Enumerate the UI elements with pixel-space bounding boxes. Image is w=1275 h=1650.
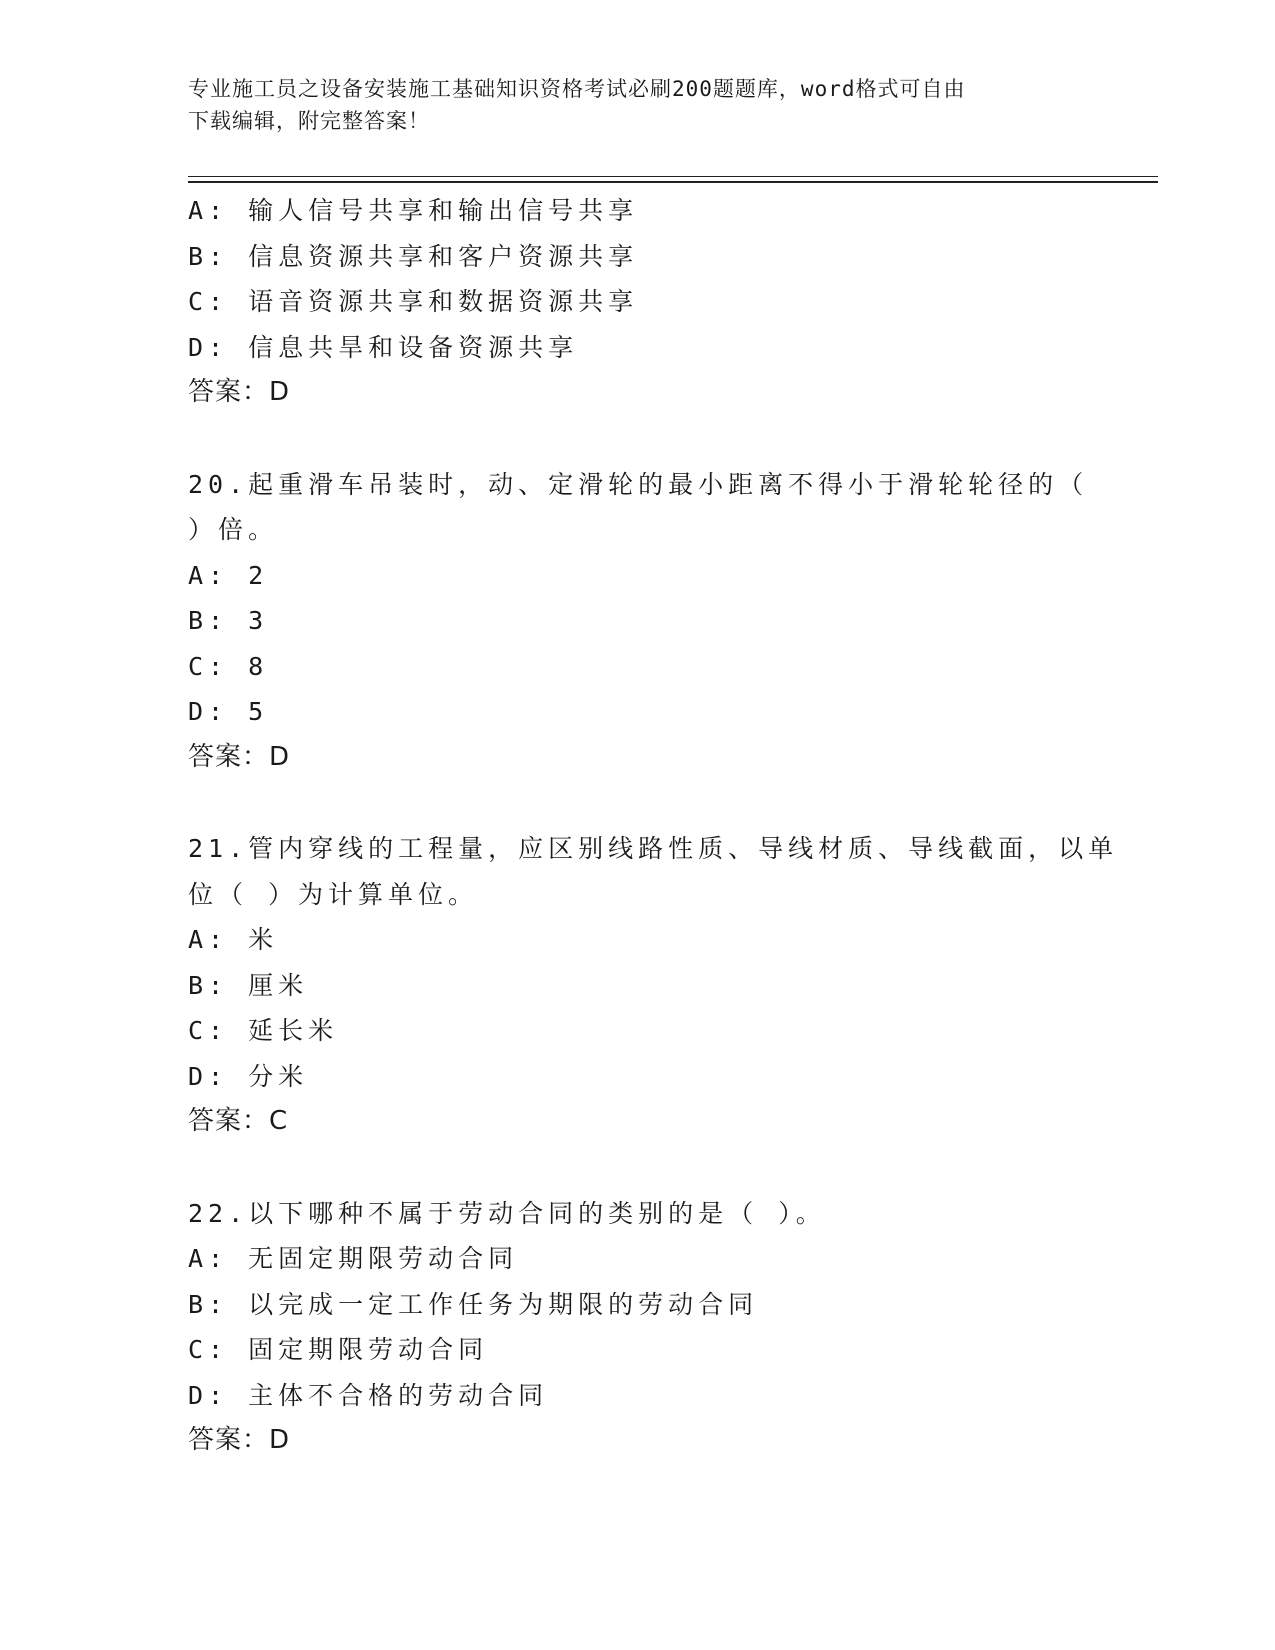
header-line-1: 专业施工员之设备安装施工基础知识资格考试必刷200题题库，word格式可自由 — [188, 77, 966, 101]
spacer — [188, 780, 1088, 826]
document-header — [188, 73, 1068, 137]
question-text-line-1: 22.以下哪种不属于劳动合同的类别的是（ ）。 — [188, 1198, 826, 1228]
option-a: A: 无固定期限劳动合同 — [188, 1244, 519, 1273]
question-text-line-1: 20.起重滑车吊装时，动、定滑轮的最小距离不得小于滑轮轮径的（ — [188, 469, 1089, 499]
question-22 — [188, 1191, 1088, 1464]
spacer — [188, 1145, 1088, 1191]
option-a: A: 输人信号共享和输出信号共享 — [188, 196, 639, 225]
option-d: D: 主体不合格的劳动合同 — [188, 1380, 549, 1410]
question-21 — [188, 826, 1119, 1145]
option-c: C: 延长米 — [188, 1016, 339, 1045]
header-divider-thin — [188, 176, 1158, 177]
option-b: B: 3 — [188, 606, 269, 635]
option-d: D: 分米 — [188, 1061, 309, 1091]
answer: 答案：D — [188, 1425, 291, 1455]
option-d: D: 信息共旱和设备资源共享 — [188, 332, 579, 362]
question-text-line-1: 21.管内穿线的工程量，应区别线路性质、导线材质、导线截面，以单 — [188, 834, 1119, 863]
question-list — [188, 188, 1119, 1464]
option-c: C: 固定期限劳动合同 — [188, 1335, 489, 1364]
option-b: B: 信息资源共享和客户资源共享 — [188, 241, 639, 271]
option-c: C: 8 — [188, 651, 269, 681]
option-c: C: 语音资源共享和数据资源共享 — [188, 287, 639, 316]
header-line-2: 下载编辑，附完整答案！ — [188, 109, 430, 133]
option-a: A: 2 — [188, 560, 269, 590]
answer: 答案：D — [188, 377, 291, 407]
option-d: D: 5 — [188, 697, 269, 726]
header-divider-thick — [188, 181, 1158, 183]
question-19 — [188, 188, 1088, 416]
spacer — [188, 416, 1088, 462]
question-text-line-2: 位（ ）为计算单位。 — [188, 879, 479, 909]
question-20 — [188, 462, 1088, 781]
answer: 答案：C — [188, 1106, 289, 1136]
answer: 答案：D — [188, 741, 291, 772]
option-b: B: 以完成一定工作任务为期限的劳动合同 — [188, 1289, 759, 1319]
question-text-line-2: ）倍。 — [188, 515, 279, 544]
option-a: A: 米 — [188, 925, 279, 954]
option-b: B: 厘米 — [188, 970, 309, 1000]
